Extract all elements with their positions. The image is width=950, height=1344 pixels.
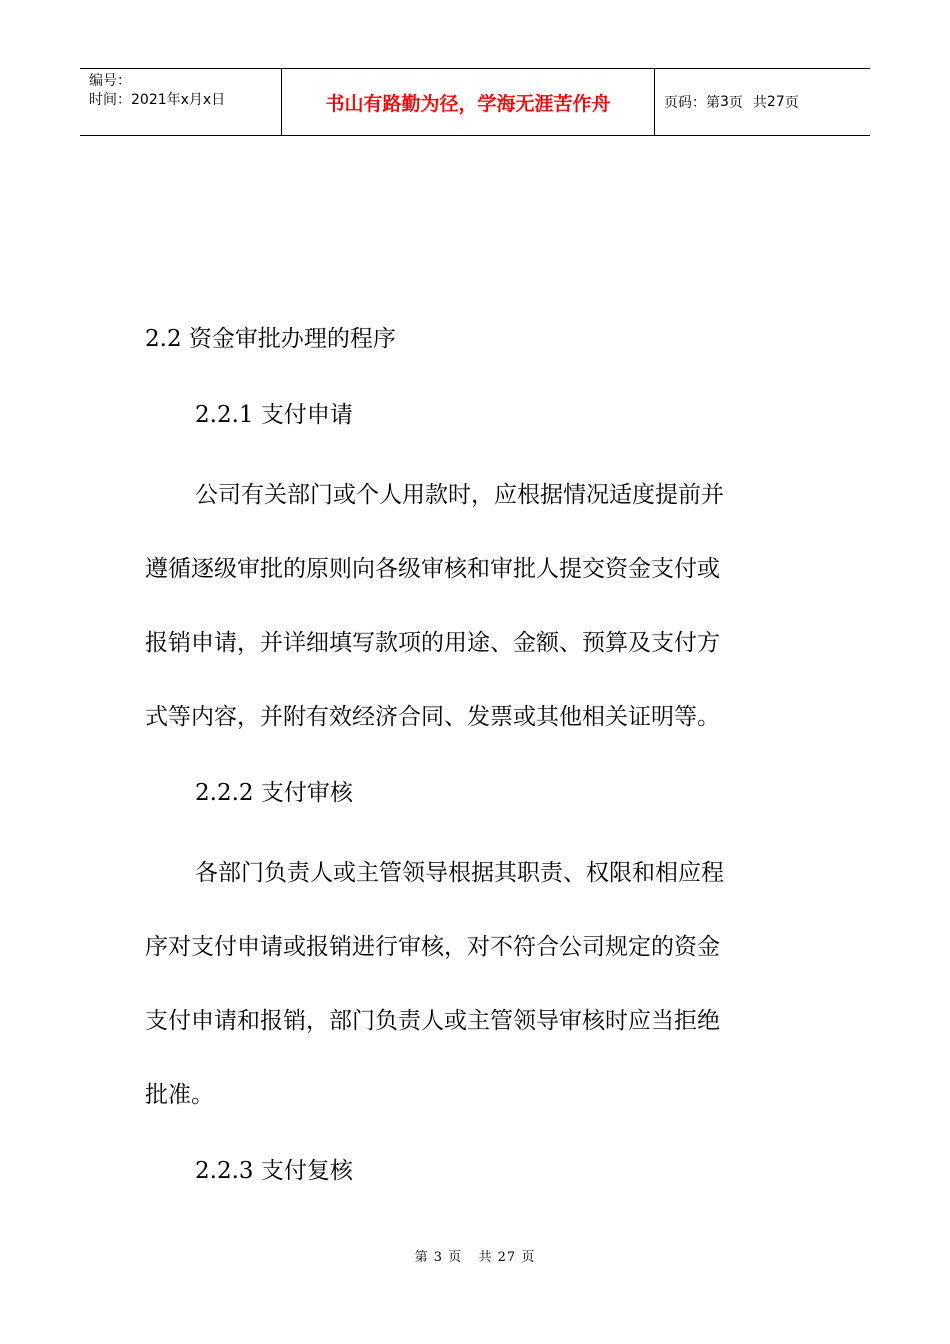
footer-page-total: 27	[497, 1250, 517, 1265]
paragraph-line: 式等内容，并附有效经济合同、发票或其他相关证明等。	[145, 704, 720, 730]
footer-page-current: 3	[433, 1250, 444, 1265]
paragraph-line: 公司有关部门或个人用款时，应根据情况适度提前并	[195, 482, 724, 508]
page-footer: 第 3 页 共 27 页	[414, 1250, 536, 1265]
subsection-heading-3: 2.2.3 支付复核	[195, 1158, 353, 1184]
document-number-label: 编号：	[89, 73, 131, 89]
header-page-total: 27	[766, 94, 785, 110]
subsection-heading-1: 2.2.1 支付申请	[195, 402, 353, 428]
section-heading: 2.2 资金审批办理的程序	[145, 326, 396, 352]
subsection-heading-2: 2.2.2 支付审核	[195, 780, 353, 806]
paragraph-line: 各部门负责人或主管领导根据其职责、权限和相应程	[195, 860, 724, 886]
paragraph-line: 遵循逐级审批的原则向各级审核和审批人提交资金支付或	[145, 556, 720, 582]
header-motto: 书山有路勤为径，学海无涯苦作舟	[282, 69, 655, 135]
document-header	[80, 68, 870, 136]
paragraph-line: 批准。	[145, 1082, 214, 1108]
header-meta-cell	[80, 69, 282, 135]
paragraph-line: 序对支付申请或报销进行审核，对不符合公司规定的资金	[145, 934, 720, 960]
header-page-current: 3	[720, 94, 729, 110]
paragraph-line: 支付申请和报销，部门负责人或主管领导审核时应当拒绝	[145, 1008, 720, 1034]
header-page-info: 页码：第 3 页 共 27 页	[664, 94, 799, 111]
paragraph-line: 报销申请，并详细填写款项的用途、金额、预算及支付方	[145, 630, 720, 656]
document-date: 时间：2021年x月x日	[89, 92, 226, 108]
